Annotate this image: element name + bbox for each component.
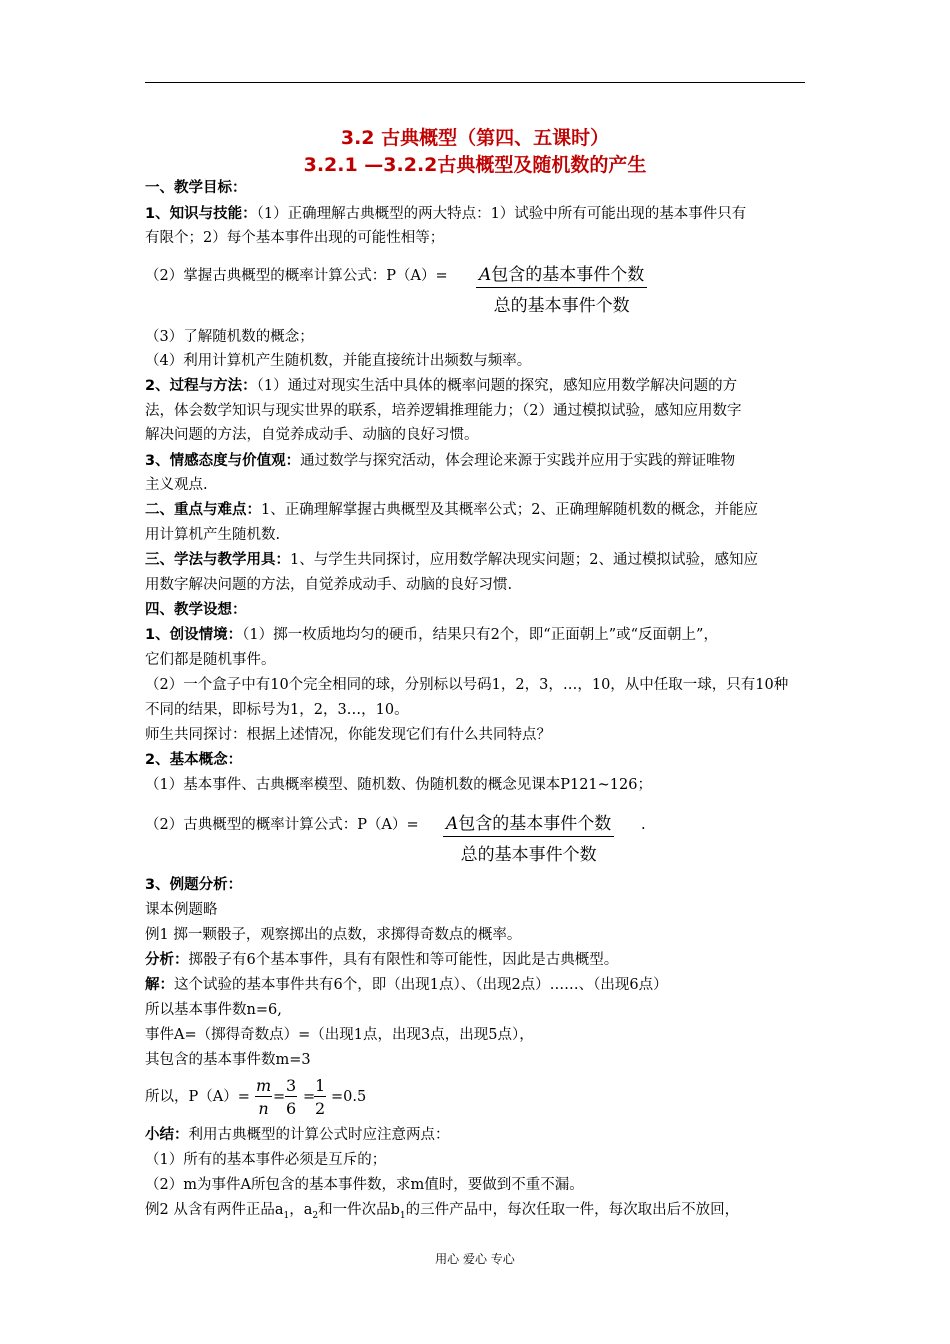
- label-process: 2、过程与方法：: [145, 378, 257, 394]
- equals-2: =: [303, 1089, 316, 1105]
- fraction-1-numerator: [476, 260, 647, 288]
- para-scenario-4: 不同的结果，即标号为1，2，3…，10。: [145, 702, 409, 718]
- text-solution: 这个试验的基本事件共有6个，即（出现1点）、（出现2点）……、（出现6点）: [174, 977, 668, 993]
- fraction-2-denominator: 总的基本事件个数: [460, 845, 597, 865]
- symbol-n: n: [258, 1099, 269, 1118]
- label-keypoints: 二、重点与难点：: [145, 502, 261, 518]
- label-scenario: 1、创设情境：: [145, 627, 243, 643]
- frac-m: [255, 1076, 272, 1097]
- ex2-part-a: 例2 从含有两件正品a: [145, 1202, 284, 1218]
- fraction-m-n: [255, 1076, 272, 1118]
- heading-concepts: 2、基本概念：: [145, 752, 243, 768]
- formula-fraction-2: [443, 809, 614, 865]
- frac-1: 1: [315, 1076, 326, 1095]
- header-rule: [145, 82, 805, 83]
- ex2-part-d: 的三件产品中，每次任取一件，每次取出后不放回，: [405, 1202, 740, 1218]
- para-process-1: [145, 376, 737, 396]
- ex2-part-c: 和一件次品b: [318, 1202, 400, 1218]
- fraction-2-numerator: [443, 809, 614, 837]
- ex2-part-b: ，a: [289, 1202, 313, 1218]
- text-scenario-1: （1）掷一枚质地均匀的硬币，结果只有2个，即“正面朝上”或“反面朝上”，: [242, 627, 718, 643]
- event-a-symbol: A: [479, 265, 492, 285]
- label-attitude: 3、情感态度与价值观：: [145, 453, 301, 469]
- label-summary: 小结：: [145, 1127, 189, 1143]
- ex2-sub-2: 2: [312, 1210, 319, 1221]
- frac-6: 6: [286, 1099, 297, 1118]
- title-main: 3.2 古典概型（第四、五课时）: [340, 127, 610, 149]
- example-1: 例1 掷一颗骰子，观察掷出的点数，求掷得奇数点的概率。: [145, 927, 522, 943]
- heading-objectives: 一、教学目标：: [145, 180, 247, 196]
- para-concepts-1: （1）基本事件、古典概率模型、随机数、伪随机数的概念见课本P121~126；: [145, 777, 652, 793]
- para-scenario-3: （2）一个盒子中有10个完全相同的球，分别标以号码1，2，3，…，10，从中任取一球，只有10种: [145, 677, 789, 693]
- symbol-m: m: [256, 1076, 272, 1095]
- analysis: [145, 950, 618, 970]
- para-scenario-1: [145, 625, 718, 645]
- para-4: （4）利用计算机产生随机数，并能直接统计出频数与频率。: [145, 353, 532, 369]
- para-process-2: 法，体会数学知识与现实世界的联系，培养逻辑推理能力；（2）通过模拟试验，感知应用数字: [145, 403, 742, 419]
- para-knowledge-2: 有限个；2）每个基本事件出现的可能性相等；: [145, 230, 445, 246]
- solution: [145, 975, 668, 995]
- para-scenario-2: 它们都是随机事件。: [145, 652, 276, 668]
- frac-3: 3: [286, 1076, 297, 1095]
- heading-design: 四、教学设想：: [145, 602, 247, 618]
- formula-line-1: （2）掌握古典概型的概率计算公式：P（A）=: [145, 268, 448, 284]
- summary-1: （1）所有的基本事件必须是互斥的；: [145, 1152, 387, 1168]
- text-keypoints-1: 1、正确理解掌握古典概型及其概率公式；2、正确理解随机数的概念，并能应: [261, 502, 758, 518]
- heading-examples: 3、例题分析：: [145, 877, 243, 893]
- page-footer: 用心 爱心 专心: [435, 1252, 515, 1266]
- ex2-sub-3: 1: [399, 1210, 406, 1221]
- solution-m: 其包含的基本事件数m=3: [145, 1052, 311, 1068]
- text-attitude-1: 通过数学与探究活动，体会理论来源于实践并应用于实践的辩证唯物: [300, 453, 736, 469]
- frac-2: 2: [315, 1099, 326, 1118]
- label-analysis: 分析：: [145, 952, 189, 968]
- para-knowledge-1: [145, 204, 746, 224]
- result-value: =0.5: [331, 1089, 367, 1105]
- text-knowledge-1: （1）正确理解古典概型的两大特点：1）试验中所有可能出现的基本事件只有: [256, 206, 747, 222]
- label-solution: 解：: [145, 977, 174, 993]
- fraction-1-2: [314, 1076, 326, 1118]
- para-examples-note: 课本例题略: [145, 902, 218, 918]
- frac-n: [255, 1097, 272, 1118]
- formula-2-period: .: [641, 817, 646, 833]
- text-methods-1: 1、与学生共同探讨，应用数学解决现实问题；2、通过模拟试验，感知应: [290, 552, 758, 568]
- summary-2: （2）m为事件A所包含的基本事件数，求m值时，要做到不重不漏。: [145, 1177, 584, 1193]
- para-attitude-2: 主义观点.: [145, 477, 208, 493]
- result-prefix: 所以，P（A）=: [145, 1089, 250, 1105]
- title-sub: 3.2.1 —3.2.2古典概型及随机数的产生: [303, 154, 647, 176]
- fraction-2-numerator-text: 包含的基本事件个数: [458, 814, 612, 834]
- para-methods-1: [145, 550, 758, 570]
- para-3: （3）了解随机数的概念；: [145, 329, 314, 345]
- equals-1: =: [273, 1089, 286, 1105]
- para-attitude-1: [145, 451, 735, 471]
- event-a-symbol-2: A: [446, 814, 459, 834]
- label-methods: 三、学法与教学用具：: [145, 552, 290, 568]
- fraction-1-denominator: 总的基本事件个数: [493, 296, 630, 316]
- ex2-sub-1: 1: [283, 1210, 290, 1221]
- para-discussion: 师生共同探讨：根据上述情况，你能发现它们有什么共同特点？: [145, 727, 551, 743]
- para-keypoints-2: 用计算机产生随机数.: [145, 527, 281, 543]
- summary: [145, 1125, 450, 1145]
- text-analysis: 掷骰子有6个基本事件，具有有限性和等可能性，因此是古典概型。: [188, 952, 619, 968]
- text-summary: 利用古典概型的计算公式时应注意两点：: [188, 1127, 450, 1143]
- para-process-3: 解决问题的方法，自觉养成动手、动脑的良好习惯。: [145, 427, 479, 443]
- text-process-1: （1）通过对现实生活中具体的概率问题的探究，感知应用数学解决问题的方: [256, 378, 738, 394]
- para-keypoints-1: [145, 500, 758, 520]
- formula-line-2: （2）古典概型的概率计算公式：P（A）=: [145, 817, 419, 833]
- para-methods-2: 用数字解决问题的方法，自觉养成动手、动脑的良好习惯.: [145, 577, 513, 593]
- formula-fraction-1: [476, 260, 647, 316]
- solution-n: 所以基本事件数n=6,: [145, 1002, 282, 1018]
- example-2: [145, 1200, 739, 1226]
- solution-event: 事件A=（掷得奇数点）=（出现1点，出现3点，出现5点），: [145, 1027, 534, 1043]
- fraction-3-6: [285, 1076, 297, 1118]
- fraction-1-numerator-text: 包含的基本事件个数: [491, 265, 645, 285]
- label-knowledge: 1、知识与技能：: [145, 206, 257, 222]
